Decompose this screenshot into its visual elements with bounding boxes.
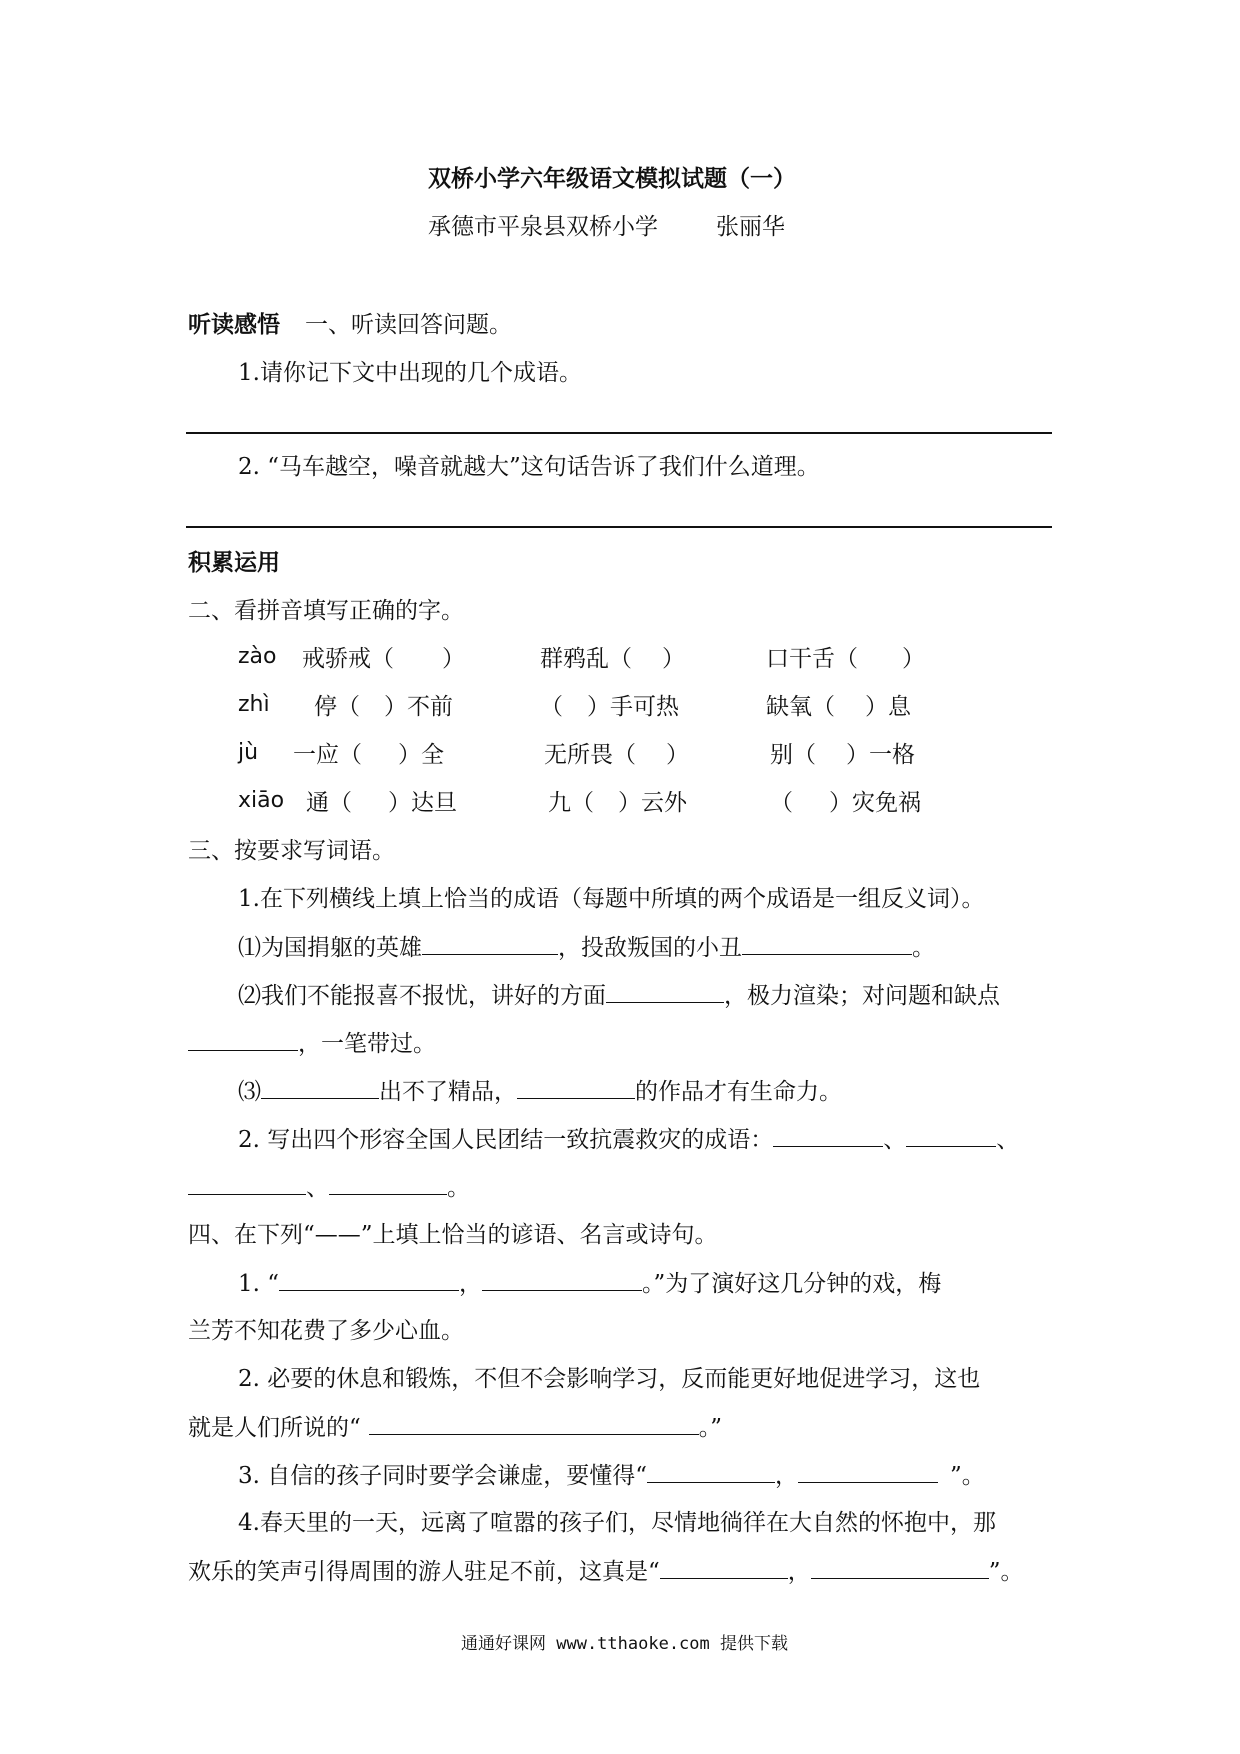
question-3-1: 1.在下列横线上填上恰当的成语（每题中所填的两个成语是一组反义词）。	[238, 886, 985, 912]
sentence-text: ，	[459, 1271, 483, 1297]
sentence-text: ”。	[988, 1559, 1024, 1585]
idiom-text: 九（	[548, 790, 594, 816]
sentence-text: 出不了精品，	[379, 1079, 517, 1105]
idiom-blank[interactable]	[548, 788, 687, 818]
heading-part1: 一、听读回答问题。	[305, 312, 512, 338]
question-4-2: 2. 必要的休息和锻炼，不但不会影响学习，反而能更好地促进学习，这也	[238, 1366, 981, 1392]
sentence-text: ⑶	[238, 1079, 261, 1105]
idiom-blank[interactable]	[302, 644, 465, 674]
sentence-text: ⑵我们不能报喜不报忧，讲好的方面	[238, 983, 606, 1009]
section-label-accumulation: 积累运用	[188, 549, 280, 576]
pinyin-label: zhì	[238, 692, 270, 717]
fill-blank[interactable]	[422, 932, 558, 955]
idiom-text: ）	[442, 646, 465, 672]
idiom-blank[interactable]	[306, 788, 457, 818]
question-1-1: 1.请你记下文中出现的几个成语。	[238, 360, 582, 386]
separator: 、	[996, 1127, 1020, 1153]
idiom-blank[interactable]	[540, 692, 679, 722]
question-4-4: 4.春天里的一天，远离了喧嚣的孩子们，尽情地徜徉在大自然的怀抱中，那	[238, 1510, 996, 1536]
idiom-text: ）全	[398, 742, 444, 768]
sentence-text: ，投敌叛国的小丑	[558, 935, 742, 961]
sentence-text: 的作品才有生命力。	[635, 1079, 842, 1105]
fill-blank[interactable]	[261, 1076, 379, 1099]
idiom-text: 缺氧（	[766, 694, 835, 720]
pinyin-label: jù	[238, 740, 259, 765]
idiom-text: 通（	[306, 790, 352, 816]
sentence-3-1-2	[238, 980, 1000, 1011]
fill-blank[interactable]	[188, 1028, 298, 1051]
heading-part3: 三、按要求写词语。	[188, 838, 395, 864]
idiom-text: ）一格	[846, 742, 915, 768]
sentence-3-1-2-cont	[188, 1028, 436, 1059]
fill-blank[interactable]	[811, 1556, 989, 1579]
question-3-2-cont	[188, 1172, 470, 1203]
idiom-text: 停（	[314, 694, 360, 720]
idiom-text: ）	[662, 646, 685, 672]
idiom-blank[interactable]	[540, 644, 685, 674]
fill-blank[interactable]	[188, 1172, 306, 1195]
idiom-text: 一应（	[293, 742, 362, 768]
sentence-3-1-3	[238, 1076, 842, 1107]
idiom-text: ）	[666, 742, 689, 768]
idiom-text: ）达旦	[388, 790, 457, 816]
idiom-text: （	[770, 790, 793, 816]
sentence-text: ，	[787, 1559, 811, 1585]
idiom-text: 口干舌（	[766, 646, 858, 672]
pinyin-label: xiāo	[238, 788, 285, 813]
separator: 。	[447, 1175, 470, 1201]
idiom-text: ）	[902, 646, 925, 672]
fill-blank[interactable]	[798, 1460, 938, 1483]
fill-blank[interactable]	[369, 1412, 699, 1435]
fill-blank[interactable]	[773, 1124, 883, 1147]
author-school: 承德市平泉县双桥小学	[428, 214, 658, 240]
question-1-2: 2. “马车越空，噪音就越大”这句话告诉了我们什么道理。	[238, 454, 820, 480]
idiom-text: 无所畏（	[544, 742, 636, 768]
separator: 、	[306, 1175, 329, 1201]
idiom-text: 别（	[770, 742, 816, 768]
sentence-text: 。	[912, 935, 935, 961]
idiom-text: ）云外	[618, 790, 687, 816]
idiom-blank[interactable]	[766, 692, 911, 722]
question-4-2-cont	[188, 1412, 722, 1443]
question-4-3	[238, 1460, 985, 1491]
question-4-1	[238, 1268, 941, 1299]
fill-blank[interactable]	[279, 1268, 459, 1291]
fill-blank[interactable]	[517, 1076, 635, 1099]
answer-line-1-2[interactable]	[186, 526, 1052, 528]
idiom-text: ）息	[865, 694, 911, 720]
heading-part2: 二、看拼音填写正确的字。	[188, 598, 464, 624]
idiom-blank[interactable]	[770, 788, 921, 818]
fill-blank[interactable]	[606, 980, 724, 1003]
answer-line-1-1[interactable]	[186, 432, 1052, 434]
idiom-text: 戒骄戒（	[302, 646, 394, 672]
idiom-text: ）灾免祸	[829, 790, 921, 816]
separator: 、	[883, 1127, 907, 1153]
sentence-text: 1. “	[238, 1271, 280, 1297]
sentence-text: ，	[775, 1463, 799, 1489]
sentence-text: 3. 自信的孩子同时要学会谦虚，要懂得“	[238, 1463, 648, 1489]
sentence-text: ，极力渲染；对问题和缺点	[724, 983, 1000, 1009]
sentence-text: 就是人们所说的“	[188, 1415, 361, 1441]
author-name: 张丽华	[716, 214, 785, 240]
footer-credit: 通通好课网 www.tthaoke.com 提供下载	[461, 1634, 788, 1654]
sentence-text: ”。	[950, 1463, 985, 1489]
question-4-4-cont	[188, 1556, 1024, 1587]
fill-blank[interactable]	[742, 932, 912, 955]
idiom-text: ）不前	[384, 694, 453, 720]
question-4-1-cont: 兰芳不知花费了多少心血。	[188, 1318, 464, 1344]
idiom-blank[interactable]	[544, 740, 689, 770]
idiom-blank[interactable]	[293, 740, 444, 770]
sentence-3-1-1	[238, 932, 935, 963]
idiom-text: 群鸦乱（	[540, 646, 632, 672]
sentence-text: 。”	[698, 1415, 723, 1441]
sentence-text: 欢乐的笑声引得周围的游人驻足不前，这真是“	[188, 1559, 660, 1585]
sentence-text: ，一笔带过。	[298, 1031, 436, 1057]
sentence-text: 。”为了演好这几分钟的戏，梅	[642, 1271, 942, 1297]
idiom-blank[interactable]	[770, 740, 915, 770]
idiom-text: （	[540, 694, 563, 720]
sentence-text: 2. 写出四个形容全国人民团结一致抗震救灾的成语：	[238, 1127, 774, 1153]
sentence-text: ⑴为国捐躯的英雄	[238, 935, 422, 961]
fill-blank[interactable]	[906, 1124, 996, 1147]
pinyin-label: zào	[238, 644, 277, 669]
heading-part4: 四、在下列“——”上填上恰当的谚语、名言或诗句。	[188, 1222, 718, 1248]
section-label-listening: 听读感悟	[188, 311, 280, 338]
question-3-2	[238, 1124, 1019, 1155]
idiom-blank[interactable]	[766, 644, 925, 674]
fill-blank[interactable]	[660, 1556, 788, 1579]
idiom-blank[interactable]	[314, 692, 453, 722]
fill-blank[interactable]	[647, 1460, 775, 1483]
fill-blank[interactable]	[482, 1268, 642, 1291]
idiom-text: ）手可热	[587, 694, 679, 720]
fill-blank[interactable]	[329, 1172, 447, 1195]
page-title: 双桥小学六年级语文模拟试题（一）	[428, 165, 796, 192]
